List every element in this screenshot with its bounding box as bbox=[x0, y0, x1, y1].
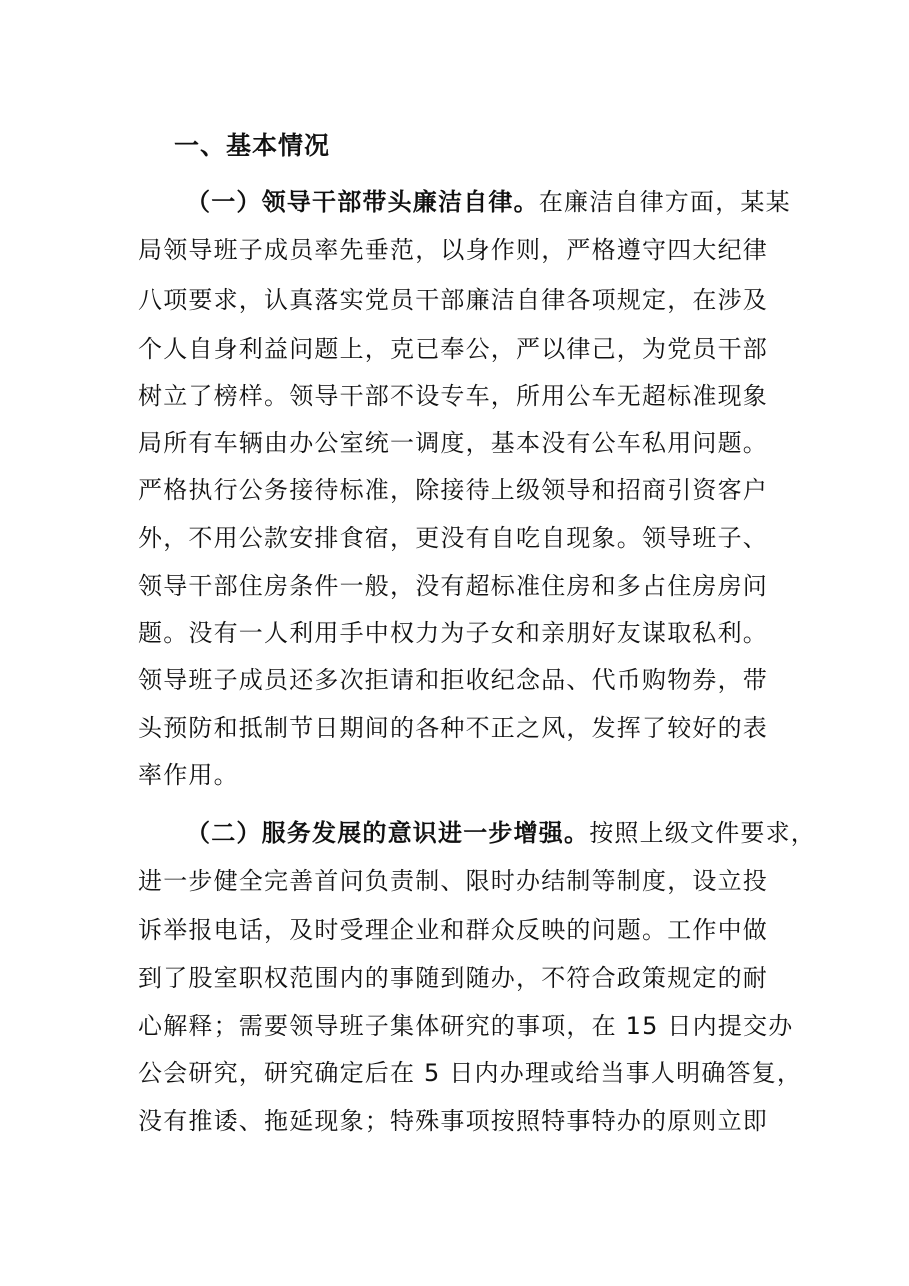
subsection-title: （二）服务发展的意识进一步增强。 bbox=[186, 819, 590, 847]
paragraph-line: 严格执行公务接待标准，除接待上级领导和招商引资客户 bbox=[138, 476, 768, 504]
paragraph-line: 局领导班子成员率先垂范，以身作则，严格遵守四大纪律 bbox=[138, 236, 768, 264]
paragraph-line: 领导班子成员还多次拒请和拒收纪念品、代币购物券，带 bbox=[138, 666, 768, 694]
paragraph-line: 进一步健全完善首问负责制、限时办结制等制度，设立投 bbox=[138, 867, 768, 895]
paragraph-line: 头预防和抵制节日期间的各种不正之风，发挥了较好的表 bbox=[138, 714, 768, 742]
paragraph-line: 心解释；需要领导班子集体研究的事项，在 15 日内提交办 bbox=[138, 1012, 794, 1040]
paragraph-text: 在廉洁自律方面，某某 bbox=[538, 188, 791, 216]
paragraph-line: 局所有车辆由办公室统一调度，基本没有公车私用问题。 bbox=[138, 429, 768, 457]
paragraph-line: 到了股室职权范围内的事随到随办，不符合政策规定的耐 bbox=[138, 964, 768, 992]
paragraph-text: 按照上级文件要求， bbox=[589, 819, 817, 847]
paragraph-line: 题。没有一人利用手中权力为子女和亲朋好友谋取私利。 bbox=[138, 619, 768, 647]
subsection-title: （一）领导干部带头廉洁自律。 bbox=[186, 188, 539, 216]
paragraph-first-line bbox=[186, 813, 817, 853]
paragraph-line: 外，不用公款安排食宿，更没有自吃自现象。领导班子、 bbox=[138, 524, 768, 552]
section-heading: 一、基本情况 bbox=[174, 131, 331, 160]
paragraph-line: 领导干部住房条件一般，没有超标准住房和多占住房房问 bbox=[138, 572, 768, 600]
paragraph-line: 诉举报电话，及时受理企业和群众反映的问题。工作中做 bbox=[138, 916, 768, 944]
paragraph-line: 公会研究，研究确定后在 5 日内办理或给当事人明确答复， bbox=[138, 1059, 803, 1087]
paragraph-line: 率作用。 bbox=[138, 761, 239, 789]
paragraph-line: 八项要求，认真落实党员干部廉洁自律各项规定，在涉及 bbox=[138, 286, 768, 314]
paragraph-line: 没有推诿、拖延现象；特殊事项按照特事特办的原则立即 bbox=[138, 1107, 768, 1135]
paragraph-line: 个人自身利益问题上，克已奉公，严以律己，为党员干部 bbox=[138, 335, 768, 363]
paragraph-first-line bbox=[186, 182, 791, 222]
paragraph-line: 树立了榜样。领导干部不设专车，所用公车无超标准现象 bbox=[138, 382, 768, 410]
